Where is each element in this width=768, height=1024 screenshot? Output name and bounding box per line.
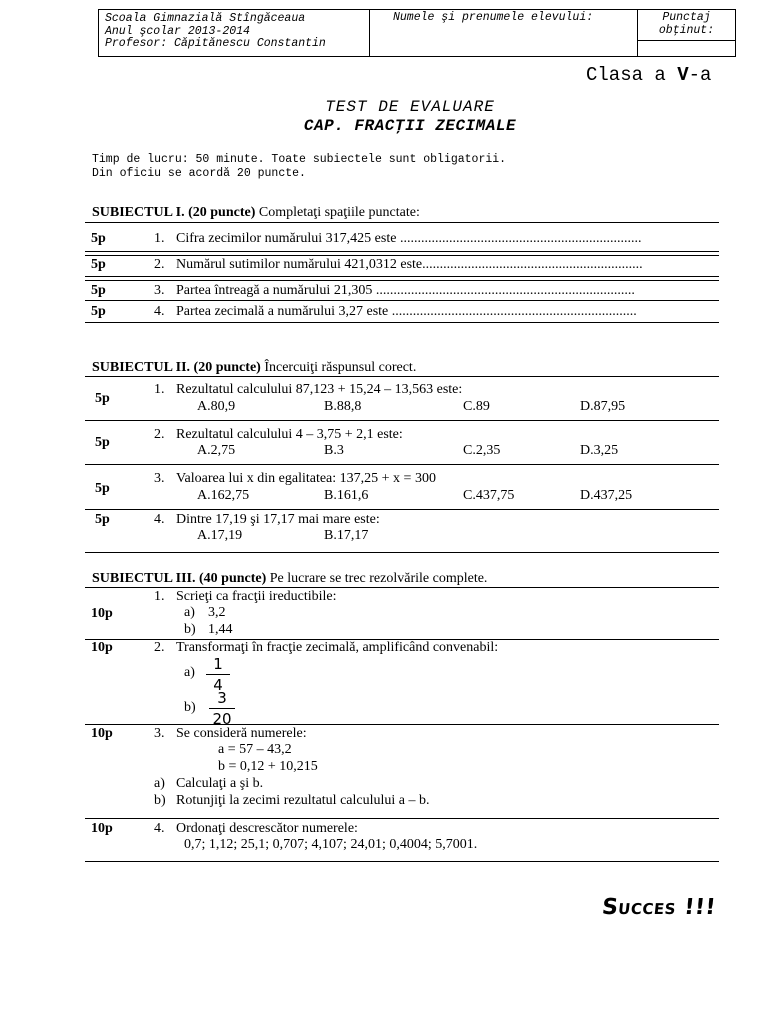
- sub-label: a): [184, 665, 195, 680]
- divider: [85, 509, 719, 510]
- score-label-line1: Punctaj: [662, 11, 711, 24]
- option-b[interactable]: B.161,6: [324, 488, 369, 503]
- option-d[interactable]: D.3,25: [580, 443, 619, 458]
- divider: [85, 420, 719, 421]
- succes-text: Succes !!!: [600, 895, 718, 920]
- item-number: 2.: [154, 257, 165, 272]
- question-text: Ordonaţi descrescător numerele:: [176, 821, 358, 836]
- divider: [85, 552, 719, 553]
- item-number: 3.: [154, 283, 165, 298]
- class-suffix: -a: [688, 64, 712, 86]
- class-label: [586, 64, 711, 86]
- points: 5p: [91, 257, 106, 272]
- points: 10p: [91, 606, 113, 621]
- denominator: 20: [212, 710, 232, 728]
- item-number: 3.: [154, 471, 165, 486]
- points: 5p: [91, 304, 106, 319]
- score-label: [638, 12, 735, 37]
- section2-title: SUBIECTUL II. (20 puncte): [92, 360, 261, 375]
- header-table: [98, 9, 736, 57]
- sub-item: Calculaţi a şi b.: [176, 776, 264, 791]
- question-text: Transformaţi în fracţie zecimală, amplificând convenabil:: [176, 640, 499, 655]
- item-number: 2.: [154, 427, 165, 442]
- option-c[interactable]: C.89: [463, 399, 490, 414]
- question-text: Valoarea lui x din egalitatea: 137,25 + x = 300: [176, 471, 436, 486]
- divider: [85, 464, 719, 465]
- section1-title: SUBIECTUL I. (20 puncte): [92, 205, 256, 220]
- points: 10p: [91, 640, 113, 655]
- sub-item: 1,44: [208, 622, 233, 637]
- item-number: 3.: [154, 726, 165, 741]
- divider: [85, 280, 719, 281]
- section1-heading: [92, 205, 420, 221]
- option-b[interactable]: B.88,8: [324, 399, 362, 414]
- question-text: Se consideră numerele:: [176, 726, 307, 741]
- school-name: Scoala Gimnazială Stîngăceaua: [105, 12, 306, 25]
- score-label-line2: obţinut:: [658, 23, 715, 37]
- number-list: 0,7; 1,12; 25,1; 0,707; 4,107; 24,01; 0,4004; 5,7001.: [184, 837, 478, 852]
- test-chapter: CAP. FRACŢII ZECIMALE: [303, 117, 517, 135]
- divider: [85, 222, 719, 223]
- option-c[interactable]: C.2,35: [463, 443, 501, 458]
- section2-instruction: Încercuiţi răspunsul corect.: [260, 360, 417, 375]
- fraction-bar: [209, 708, 235, 709]
- question-text: Partea întreagă a numărului 21,305 ..........................................................................: [176, 283, 635, 298]
- divider: [85, 300, 719, 301]
- divider: [85, 255, 719, 256]
- question-text: Rezultatul calculului 4 – 3,75 + 2,1 este:: [176, 427, 403, 442]
- sub-label: b): [154, 793, 166, 808]
- option-d[interactable]: D.437,25: [580, 488, 633, 503]
- question-text: Rezultatul calculului 87,123 + 15,24 – 13,563 este:: [176, 382, 463, 397]
- option-a[interactable]: A.2,75: [197, 443, 236, 458]
- school-year: Anul şcolar 2013-2014: [105, 24, 250, 38]
- option-c[interactable]: C.437,75: [463, 488, 515, 503]
- sub-label: b): [184, 700, 196, 715]
- points: 5p: [95, 481, 110, 496]
- item-number: 4.: [154, 304, 165, 319]
- item-number: 2.: [154, 640, 165, 655]
- option-a[interactable]: A.162,75: [197, 488, 250, 503]
- divider: [85, 251, 719, 252]
- header-divider: [369, 10, 370, 56]
- points: 5p: [95, 435, 110, 450]
- option-a[interactable]: A.80,9: [197, 399, 236, 414]
- sub-label: a): [154, 776, 165, 791]
- option-b[interactable]: B.17,17: [324, 528, 369, 543]
- score-cell-divider: [638, 40, 735, 41]
- item-number: 4.: [154, 821, 165, 836]
- numerator: 1: [213, 655, 223, 673]
- school-info: [105, 13, 326, 51]
- option-a[interactable]: A.17,19: [197, 528, 243, 543]
- divider: [85, 818, 719, 819]
- numerator: 3: [217, 689, 227, 707]
- divider: [85, 322, 719, 323]
- question-text: Cifra zecimilor numărului 317,425 este .....................................................................: [176, 231, 642, 246]
- section3-instruction: Pe lucrare se trec rezolvările complete.: [266, 571, 488, 586]
- fraction-bar: [206, 674, 230, 675]
- points: 10p: [91, 726, 113, 741]
- bonus-info: Din oficiu se acordă 20 puncte.: [92, 167, 306, 180]
- teacher-name: Profesor: Căpitănescu Constantin: [105, 37, 326, 50]
- class-prefix: Clasa a: [586, 64, 678, 86]
- sub-label: b): [184, 622, 196, 637]
- section3-heading: [92, 571, 487, 587]
- section2-heading: [92, 360, 416, 376]
- sub-item: 3,2: [208, 605, 226, 620]
- denominator: 4: [213, 676, 223, 694]
- points: 5p: [95, 512, 110, 527]
- sub-item: Rotunjiţi la zecimi rezultatul calculului a – b.: [176, 793, 430, 808]
- question-text: Numărul sutimilor numărului 421,0312 este...............................................................: [176, 257, 643, 272]
- divider: [85, 587, 719, 588]
- option-d[interactable]: D.87,95: [580, 399, 626, 414]
- item-number: 1.: [154, 589, 165, 604]
- section3-title: SUBIECTUL III. (40 puncte): [92, 571, 267, 586]
- item-number: 1.: [154, 231, 165, 246]
- points: 5p: [91, 231, 106, 246]
- student-name-label: Numele şi prenumele elevului:: [393, 11, 594, 24]
- test-title: TEST DE EVALUARE: [325, 98, 495, 116]
- equation-b: b = 0,12 + 10,215: [218, 759, 318, 774]
- time-info: Timp de lucru: 50 minute. Toate subiectele sunt obligatorii.: [92, 153, 507, 166]
- divider: [85, 376, 719, 377]
- fraction-b: [209, 689, 235, 728]
- question-text: Partea zecimală a numărului 3,27 este ......................................................................: [176, 304, 637, 319]
- question-text: Scrieţi ca fracţii ireductibile:: [176, 589, 337, 604]
- item-number: 4.: [154, 512, 165, 527]
- item-number: 1.: [154, 382, 165, 397]
- points: 5p: [95, 391, 110, 406]
- points: 5p: [91, 283, 106, 298]
- equation-a: a = 57 – 43,2: [218, 742, 292, 757]
- option-b[interactable]: B.3: [324, 443, 344, 458]
- sub-label: a): [184, 605, 195, 620]
- class-grade: V: [677, 64, 689, 86]
- divider: [85, 724, 719, 725]
- section1-instruction: Completaţi spaţiile punctate:: [255, 205, 420, 220]
- instructions: [92, 153, 506, 181]
- points: 10p: [91, 821, 113, 836]
- divider: [85, 276, 719, 277]
- divider: [85, 861, 719, 862]
- question-text: Dintre 17,19 şi 17,17 mai mare este:: [176, 512, 380, 527]
